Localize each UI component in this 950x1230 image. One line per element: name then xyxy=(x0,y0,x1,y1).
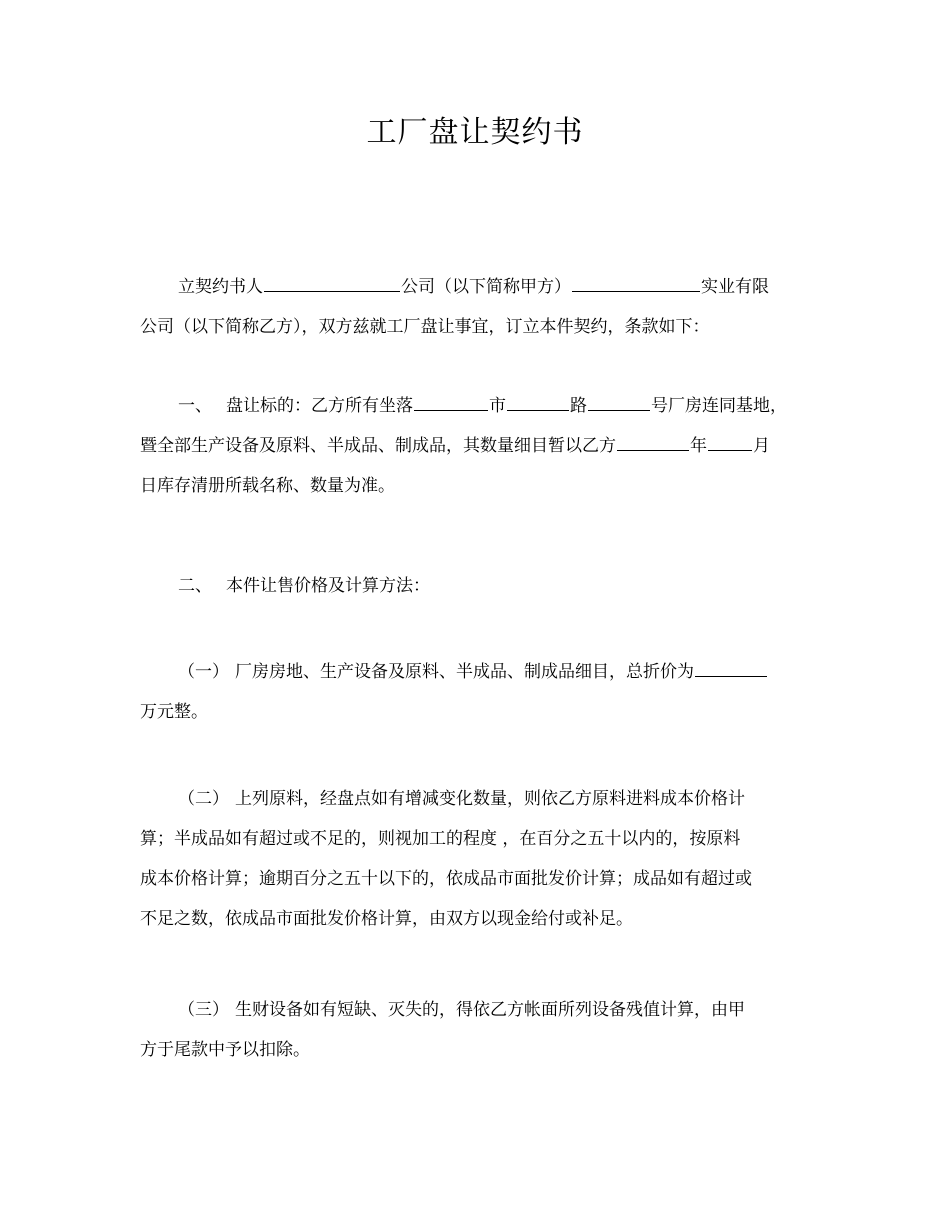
party-a-desc: 公司（以下简称甲方） xyxy=(401,277,571,297)
sub-clause-2-line-3: 成本价格计算；逾期百分之五十以下的，依成品市面批发价计算；成品如有超过或 xyxy=(140,869,752,889)
clause-1-text-c: 路 xyxy=(570,396,587,416)
intro-line-2: 公司（以下简称乙方），双方兹就工厂盘让事宜，订立本件契约，条款如下： xyxy=(140,317,710,337)
sub-clause-3 xyxy=(140,990,820,1070)
sub-clause-2-line-1 xyxy=(140,779,820,819)
sub-clause-3-line-1 xyxy=(140,990,820,1030)
blank-city xyxy=(414,392,488,411)
sub-clause-2 xyxy=(140,779,820,939)
clause-2-line-1 xyxy=(140,566,820,606)
blank-party-b xyxy=(572,273,700,292)
blank-road xyxy=(507,392,569,411)
clause-2 xyxy=(140,566,820,606)
blank-number xyxy=(588,392,650,411)
intro-paragraph xyxy=(140,267,820,347)
clause-1-text-f: 年 xyxy=(690,436,707,456)
clause-1-text-b: 市 xyxy=(489,396,506,416)
sub-clause-3-text-1: 生财设备如有短缺、灭失的，得依乙方帐面所列设备残值计算，由甲 xyxy=(235,1000,745,1020)
sub-clause-2-text-1: 上列原料，经盘点如有增减变化数量，则依乙方原料进料成本价格计 xyxy=(235,789,745,809)
blank-year xyxy=(617,432,689,451)
clause-1-line-1 xyxy=(140,386,820,426)
sub-clause-3-number: （三） xyxy=(178,1000,229,1020)
clause-1-line-2 xyxy=(140,426,820,466)
sub-clause-2-line-4: 不足之数，依成品市面批发价格计算，由双方以现金给付或补足。 xyxy=(140,909,633,929)
clause-1-text-g: 月 xyxy=(753,436,770,456)
party-label: 立契约书人 xyxy=(178,277,263,297)
clause-1-text-d: 号厂房连同基地， xyxy=(651,396,787,416)
sub-clause-1-text: 厂房房地、生产设备及原料、半成品、制成品细目，总折价为 xyxy=(235,662,694,682)
clause-2-text: 本件让售价格及计算方法： xyxy=(226,576,430,596)
blank-month xyxy=(708,432,752,451)
sub-clause-3-line-2: 方于尾款中予以扣除。 xyxy=(140,1040,310,1060)
sub-clause-2-number: （二） xyxy=(178,789,229,809)
sub-clause-1-line-2: 万元整。 xyxy=(140,702,208,722)
clause-1 xyxy=(140,386,820,506)
sub-clause-1-number: （一） xyxy=(178,662,229,682)
clause-2-number: 二、 xyxy=(178,576,212,596)
document-title: 工厂盘让契约书 xyxy=(366,115,584,150)
sub-clause-1 xyxy=(140,652,820,732)
party-b-desc: 实业有限 xyxy=(701,277,769,297)
sub-clause-1-line-1 xyxy=(140,652,820,692)
clause-1-number: 一、 xyxy=(178,396,212,416)
intro-line-1 xyxy=(140,267,820,307)
clause-1-line-3: 日库存清册所载名称、数量为准。 xyxy=(140,476,395,496)
sub-clause-2-line-2: 算；半成品如有超过或不足的，则视加工的程度 ，在百分之五十以内的，按原料 xyxy=(140,829,741,849)
clause-1-text-a: 盘让标的：乙方所有坐落 xyxy=(226,396,413,416)
clause-1-text-e: 暨全部生产设备及原料、半成品、制成品，其数量细目暂以乙方 xyxy=(140,436,616,456)
blank-party-a xyxy=(264,273,400,292)
blank-total-price xyxy=(695,658,767,677)
